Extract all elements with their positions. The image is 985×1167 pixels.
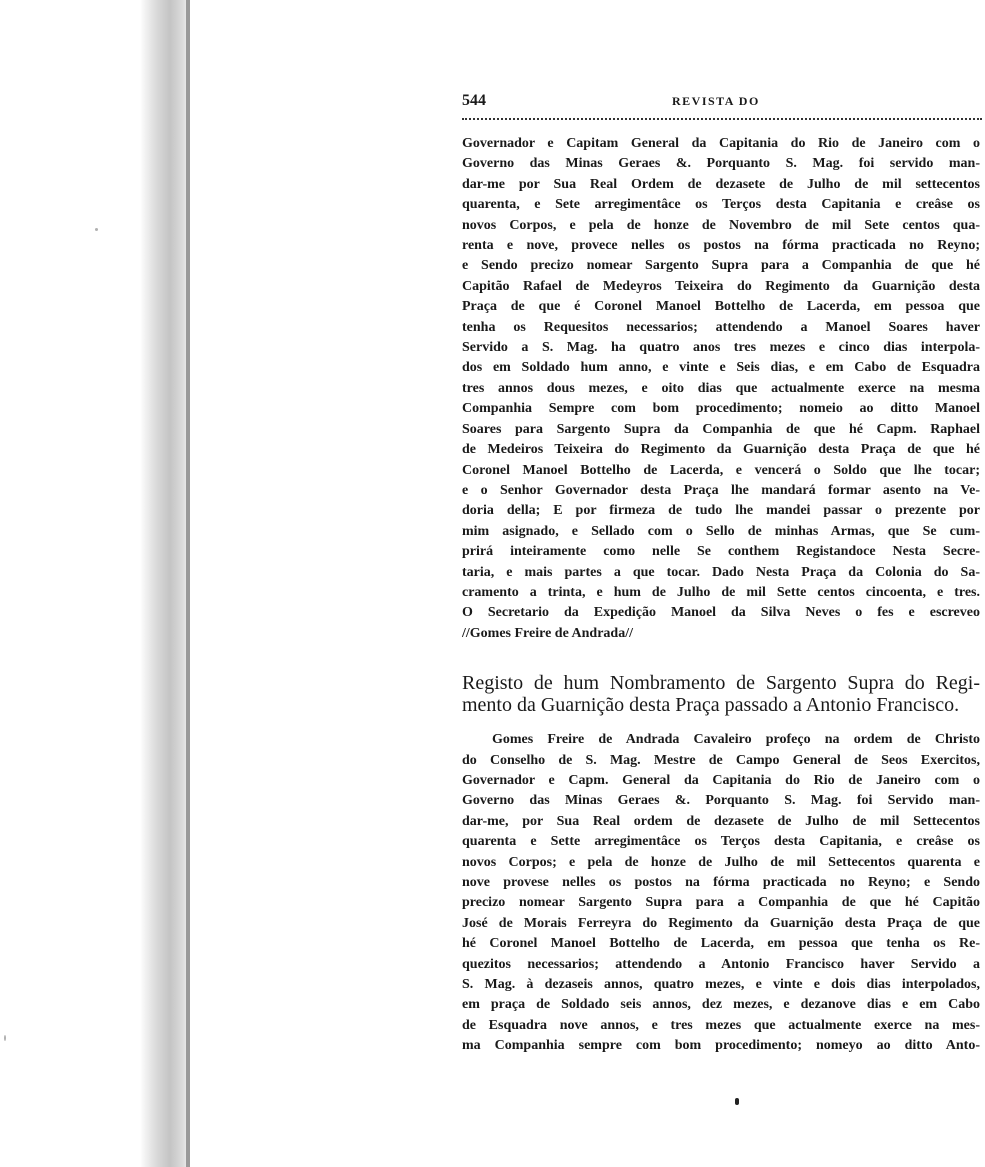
text-line: Governador e Capm. General da Capitania do Rio de Janeiro com o	[462, 772, 980, 788]
paragraph-2	[462, 730, 980, 1057]
text-line: cramento a trinta, e hum de Julho de mil Sette centos cincoenta, e tres.	[462, 584, 980, 600]
text-line: Servido a S. Mag. ha quatro anos tres mezes e cinco dias interpola-	[462, 340, 980, 356]
text-line: Companhia Sempre com bom procedimento; nomeio ao ditto Manoel	[462, 401, 980, 417]
text-line: quarenta e Sette arregimentâce os Terços desta Capitania, e creâse os	[462, 834, 980, 850]
signature-line: //Gomes Freire de Andrada//	[462, 625, 633, 641]
running-title: REVISTA DO	[672, 94, 760, 108]
text-line: tenha os Requesitos necessarios; attendendo a Manoel Soares haver	[462, 319, 980, 335]
text-line: quarenta, e Sete arregimentâce os Terços desta Capitania e creâse os	[462, 197, 980, 213]
text-line: Gomes Freire de Andrada Cavaleiro profeço na ordem de Christo	[492, 732, 980, 748]
text-line: renta e nove, provece nelles os postos na fórma practicada no Reyno;	[462, 238, 980, 254]
text-line: José de Morais Ferreyra do Regimento da Guarnição desta Praça de que	[462, 915, 980, 931]
page-number: 544	[462, 92, 486, 109]
text-line: precizo nomear Sargento Supra para a Companhia de que hé Capitão	[462, 895, 980, 911]
scan-speck	[4, 1035, 6, 1041]
text-line: dar-me por Sua Real Ordem de dezasete de Julho de mil settecentos	[462, 176, 980, 192]
text-line: taria, e mais partes a que tocar. Dado Nesta Praça da Colonia do Sa-	[462, 564, 980, 580]
text-line: Governo das Minas Geraes &. Porquanto S. Mag. foi servido man-	[462, 156, 980, 172]
text-line: e Sendo precizo nomear Sargento Supra para a Companhia de que hé	[462, 258, 980, 274]
scan-speck	[95, 228, 98, 231]
text-line: prirá inteiramente como nelle Se conthem Registandoce Nesta Secre-	[462, 544, 980, 560]
text-line: nove provese nelles os postos na fórma practicada no Reyno; e Sendo	[462, 875, 980, 890]
header-rule	[462, 118, 982, 120]
text-line: doria della; E por firmeza de tudo lhe mandei passar o prezente por	[462, 503, 980, 519]
text-line: tres annos dous mezes, e oito dias que actualmente exerce na mesma	[462, 380, 980, 396]
heading-line: mento da Guarnição desta Praça passado a Antonio Francisco.	[462, 694, 960, 717]
text-line: mim asignado, e Sellado com o Sello de minhas Armas, que Se cum-	[462, 523, 980, 539]
book-gutter-fold	[186, 0, 190, 1167]
text-line: ma Companhia sempre com bom procedimento; nomeyo ao ditto Anto-	[462, 1038, 980, 1054]
text-line: Governo das Minas Geraes &. Porquanto S. Mag. foi Servido man-	[462, 793, 980, 809]
text-line: de Medeiros Teixeira do Regimento da Guarnição desta Praça de que hé	[462, 442, 980, 458]
document-page	[462, 92, 980, 1057]
text-line: Soares para Sargento Supra da Companhia de que hé Capm. Raphael	[462, 421, 980, 437]
text-line: Coronel Manoel Bottelho de Lacerda, e vencerá o Soldo que lhe tocar;	[462, 462, 980, 478]
text-line: Governador e Capitam General da Capitania do Rio de Janeiro com o	[462, 136, 980, 151]
heading-line: Registo de hum Nombramento de Sargento Supra do Regi-	[462, 672, 980, 695]
text-line: e o Senhor Governador desta Praça lhe mandará formar asento na Ve-	[462, 482, 980, 498]
text-line: novos Corpos, e pela de honze de Novembro de mil Sete centos qua-	[462, 217, 980, 233]
paragraph-1	[462, 134, 980, 644]
text-line: hé Coronel Manoel Bottelho de Lacerda, em pessoa que tenha os Re-	[462, 936, 980, 952]
running-head	[462, 92, 980, 114]
text-line: em praça de Soldado seis annos, dez mezes, e dezanove dias e em Cabo	[462, 997, 980, 1013]
text-line: S. Mag. à dezaseis annos, quatro mezes, e vinte e dois dias interpolados,	[462, 977, 980, 993]
text-line: de Esquadra nove annos, e tres mezes que actualmente exerce na mes-	[462, 1017, 980, 1033]
section-heading	[462, 672, 980, 716]
text-line: quezitos necessarios; attendendo a Antonio Francisco haver Servido a	[462, 956, 980, 972]
text-line: Praça de que é Coronel Manoel Bottelho de Lacerda, em pessoa que	[462, 299, 980, 315]
text-line: novos Corpos; e pela de honze de Julho de mil Settecentos quarenta e	[462, 854, 980, 870]
text-line: O Secretario da Expedição Manoel da Silva Neves o fes e escreveo	[462, 605, 980, 621]
ink-mark	[735, 1098, 739, 1105]
text-line: do Conselho de S. Mag. Mestre de Campo General de Seos Exercitos,	[462, 752, 980, 768]
text-line: dar-me, por Sua Real ordem de dezasete de Julho de mil Settecentos	[462, 813, 980, 829]
book-gutter-shadow	[140, 0, 190, 1167]
text-line: dos em Soldado hum anno, e vinte e Seis dias, e em Cabo de Esquadra	[462, 360, 980, 376]
text-line: Capitão Rafael de Medeyros Teixeira do Regimento da Guarnição desta	[462, 278, 980, 294]
